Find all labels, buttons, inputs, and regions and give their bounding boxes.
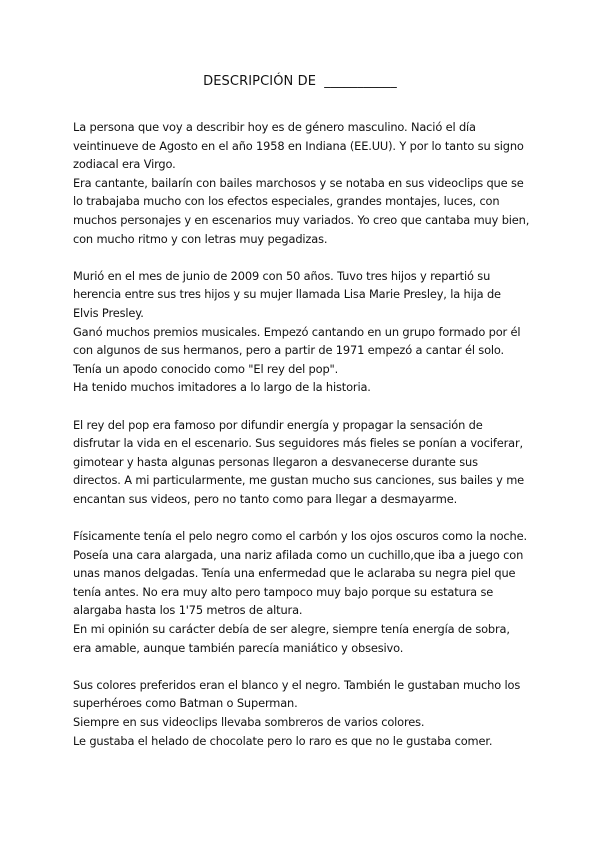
paragraph	[73, 118, 543, 248]
paragraph	[73, 416, 543, 509]
text-line: directos. A mi particularmente, me gustan mucho sus canciones, sus bailes y me	[73, 473, 525, 488]
paragraph	[73, 527, 543, 657]
text-line: con mucho ritmo y con letras muy pegadizas.	[73, 231, 328, 246]
text-line: Ha tenido muchos imitadores a lo largo de la historia.	[73, 380, 371, 395]
text-line: gimotear y hasta algunas personas llegaron a desvanecerse durante sus	[73, 454, 478, 469]
text-line: veintinueve de Agosto en el año 1958 en Indiana (EE.UU). Y por lo tanto su signo	[73, 138, 524, 153]
text-line: Tenía un apodo conocido como "El rey del pop".	[73, 361, 339, 376]
document-body	[73, 118, 543, 769]
text-line: Poseía una cara alargada, una nariz afilada como un cuchillo,que iba a juego con	[73, 547, 524, 562]
page-title	[0, 74, 600, 89]
text-line: con algunos de sus hermanos, pero a partir de 1971 empezó a cantar él solo.	[73, 343, 505, 358]
text-line: disfrutar la vida en el escenario. Sus seguidores más fieles se ponían a vociferar,	[73, 436, 523, 451]
title-blank: ___________	[324, 74, 397, 89]
text-line: unas manos delgadas. Tenía una enfermedad que le aclaraba su negra piel que	[73, 566, 516, 581]
text-line: era amable, aunque también parecía maniático y obsesivo.	[73, 640, 404, 655]
text-line: herencia entre sus tres hijos y su mujer llamada Lisa Marie Presley, la hija de	[73, 287, 501, 302]
paragraph	[73, 267, 543, 397]
text-line: encantan sus videos, pero no tanto como para llegar a desmayarme.	[73, 491, 458, 506]
text-line: Le gustaba el helado de chocolate pero lo raro es que no le gustaba comer.	[73, 733, 493, 748]
text-line: Elvis Presley.	[73, 305, 144, 320]
text-line: Siempre en sus videoclips llevaba sombreros de varios colores.	[73, 715, 425, 729]
text-line: Ganó muchos premios musicales. Empezó cantando en un grupo formado por él	[73, 324, 521, 339]
title-text: DESCRIPCIÓN DE	[203, 74, 317, 89]
text-line: muchos personajes y en escenarios muy variados. Yo creo que cantaba muy bien,	[73, 212, 530, 227]
text-line: alargaba hasta los 1'75 metros de altura.	[73, 603, 303, 618]
text-line: La persona que voy a describir hoy es de género masculino. Nació el día	[73, 120, 476, 134]
text-line: zodiacal era Virgo.	[73, 157, 176, 172]
text-line: Sus colores preferidos eran el blanco y el negro. También le gustaban mucho los	[73, 677, 521, 692]
text-line: lo trabajaba mucho con los efectos especiales, grandes montajes, luces, con	[73, 194, 500, 209]
text-line: El rey del pop era famoso por difundir energía y propagar la sensación de	[73, 417, 483, 432]
text-line: Murió en el mes de junio de 2009 con 50 años. Tuvo tres hijos y repartió su	[73, 268, 491, 283]
text-line: tenía antes. No era muy alto pero tampoco muy bajo porque su estatura se	[73, 584, 494, 599]
text-line: Era cantante, bailarín con bailes marchosos y se notaba en sus videoclips que se	[73, 175, 524, 190]
text-line: En mi opinión su carácter debía de ser alegre, siempre tenía energía de sobra,	[73, 622, 510, 637]
text-line: superhéroes como Batman o Superman.	[73, 696, 298, 711]
paragraph	[73, 676, 543, 750]
text-line: Físicamente tenía el pelo negro como el carbón y los ojos oscuros como la noche.	[73, 529, 527, 544]
